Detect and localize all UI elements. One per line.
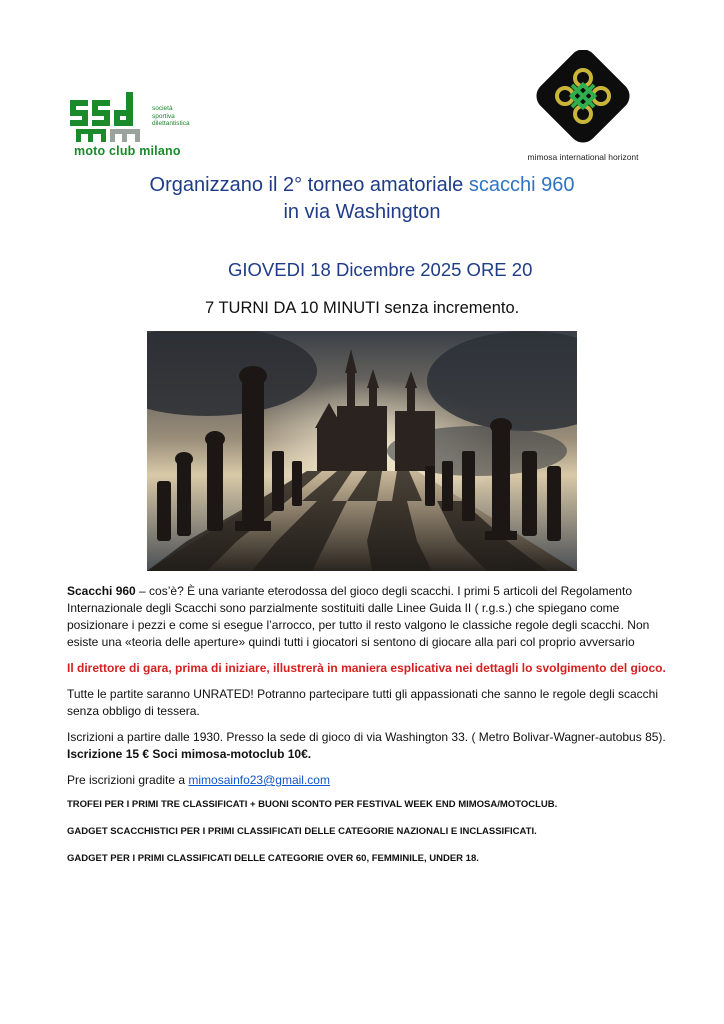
prize-line-1: TROFEI PER I PRIMI TRE CLASSIFICATI + BUONI SCONTO PER FESTIVAL WEEK END MIMOSA/MOTOCLUB. xyxy=(67,799,558,810)
registration-text: Iscrizioni a partire dalle 1930. Presso la sede di gioco di via Washington 33. ( Metro Bolivar-Wagner-autobus 85). xyxy=(67,730,666,744)
heading-organizers-text: Organizzano il 2° torneo amatoriale xyxy=(149,174,469,196)
registration-info xyxy=(67,729,667,763)
event-heading xyxy=(0,172,724,226)
tagline-line-1: società xyxy=(152,105,173,112)
heading-line-1 xyxy=(0,172,724,199)
preregistration-text: Pre iscrizioni gradite a xyxy=(67,773,189,787)
email-link[interactable]: mimosainfo23@gmail.com xyxy=(188,773,330,787)
event-details xyxy=(67,583,667,879)
prize-line-2: GADGET SCACCHISTICI PER I PRIMI CLASSIFICATI DELLE CATEGORIE NAZIONALI E INCLASSIFICATI. xyxy=(67,826,537,837)
variant-description xyxy=(67,583,667,651)
moto-club-milano-logo xyxy=(70,92,202,162)
endless-knot-icon xyxy=(524,50,642,150)
logo-tagline xyxy=(152,105,190,128)
event-date: GIOVEDI 18 Dicembre 2025 ORE 20 xyxy=(228,259,533,280)
variant-name: Scacchi 960 xyxy=(67,584,136,598)
chessboard-castle-image xyxy=(147,331,577,571)
preregistration-info xyxy=(67,772,667,789)
prize-line-3: GADGET PER I PRIMI CLASSIFICATI DELLE CATEGORIE OVER 60, FEMMINILE, UNDER 18. xyxy=(67,853,479,864)
tagline-line-2: sportiva xyxy=(152,112,175,120)
mimosa-international-horizont-logo xyxy=(524,50,642,168)
registration-fee: Iscrizione 15 € Soci mimosa-motoclub 10€. xyxy=(67,747,312,761)
chess-illustration xyxy=(147,331,577,571)
event-format: 7 TURNI DA 10 MINUTI senza incremento. xyxy=(205,299,520,317)
logo-caption: mimosa international horizont xyxy=(527,152,639,162)
logo-club-name: moto club milano xyxy=(74,144,181,158)
variant-description-text: – cos’è? È una variante eterodossa del gioco degli scacchi. I primi 5 articoli del Regolamento Internazionale degli Scacchi sono parzialmente sostituiti dalle Linee Guida II ( r.g.s.) che spiegano come posizionare i pezzi e come si esegue l’arrocco, per tutto il resto valgono le classiche regole degli scacchi. Non esiste una «teoria delle aperture» quindi tutti i giocatori si sentono di giocare alla pari col proprio avversario xyxy=(67,584,650,649)
tagline-line-3: dilettantistica xyxy=(152,120,190,127)
heading-variant-text: scacchi 960 xyxy=(468,174,575,196)
unrated-note: Tutte le partite saranno UNRATED! Potranno partecipare tutti gli appassionati che sanno le regole degli scacchi senza obbligo di tessera. xyxy=(67,687,658,718)
director-note: Il direttore di gara, prima di iniziare, illustrerà in maniera esplicativa nei dettagli lo svolgimento del gioco. xyxy=(67,661,666,675)
heading-line-2: in via Washington xyxy=(283,201,441,223)
ssd-monogram-icon xyxy=(70,92,146,142)
